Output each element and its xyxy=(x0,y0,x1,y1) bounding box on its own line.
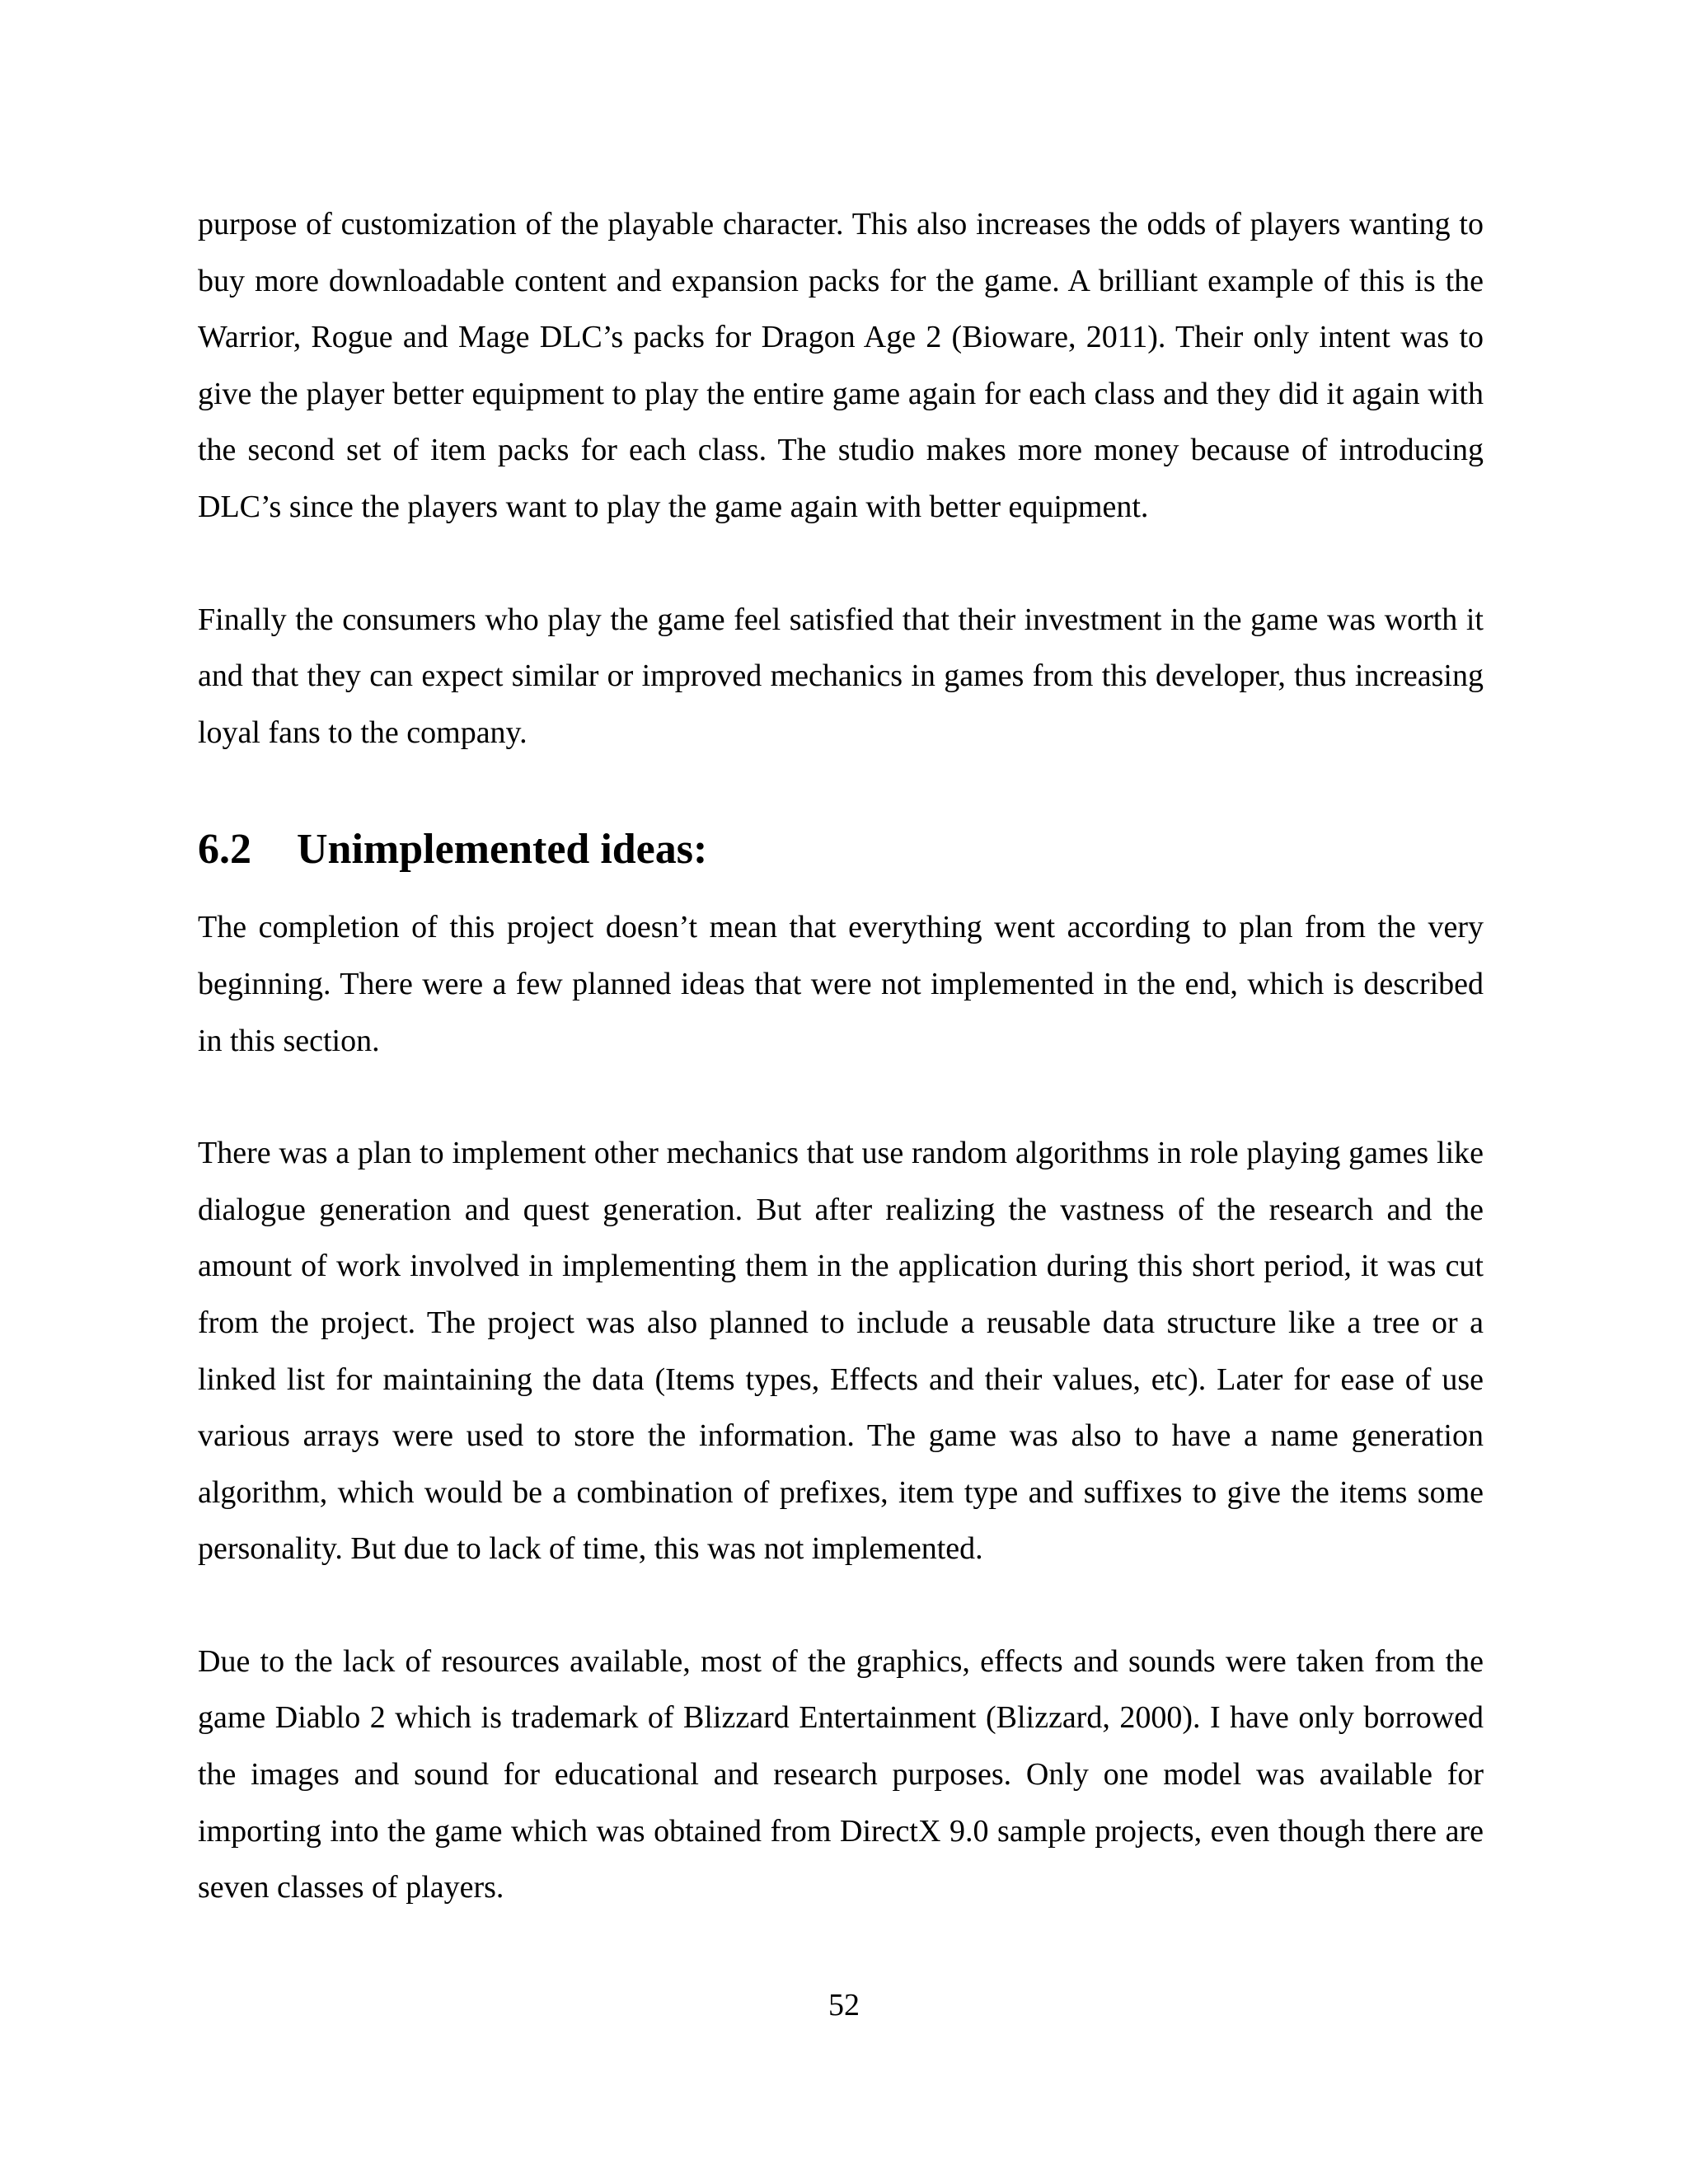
body-paragraph: Finally the consumers who play the game feel satisfied that their investment in the game was worth it and that they can expect similar or improved mechanics in games from this developer, thus increasing loyal fans to the company. xyxy=(198,602,1484,750)
body-paragraph: Due to the lack of resources available, most of the graphics, effects and sounds were taken from the game Diablo 2 which is trademark of Blizzard Entertainment (Blizzard, 2000). I have only borrowed the images and sound for educational and research purposes. Only one model was available for importing into the game which was obtained from DirectX 9.0 sample projects, even though there are seven classes of players. xyxy=(198,1643,1484,1905)
paragraph-spacer xyxy=(198,536,1484,592)
section-title: Unimplemented ideas: xyxy=(297,826,708,874)
page-number: 52 xyxy=(828,1988,860,2022)
section-spacer xyxy=(198,761,1484,825)
section-number: 6.2 xyxy=(198,826,251,874)
body-paragraph: The completion of this project doesn’t mean that everything went according to plan from the very beginning. There were a few planned ideas that were not implemented in the end, which is described in this section. xyxy=(198,910,1484,1058)
paragraph-spacer xyxy=(198,1069,1484,1125)
section-heading xyxy=(198,825,1484,874)
paragraph-spacer xyxy=(198,1577,1484,1633)
section-spacer xyxy=(198,874,1484,899)
body-paragraph: There was a plan to implement other mechanics that use random algorithms in role playing games like dialogue generation and quest generation. But after realizing the vastness of the research and the amount of work involved in implementing them in the application during this short period, it was cut from the project. The project was also planned to include a reusable data structure like a tree or a linked list for maintaining the data (Items types, Effects and their values, etc). Later for ease of use various arrays were used to store the information. The game was also to have a name generation algorithm, which would be a combination of prefixes, item type and suffixes to give the items some personality. But due to lack of time, this was not implemented. xyxy=(198,1136,1484,1567)
document-page xyxy=(198,196,1484,1916)
body-paragraph: purpose of customization of the playable character. This also increases the odds of players wanting to buy more downloadable content and expansion packs for the game. A brilliant example of this is the Warrior, Rogue and Mage DLC’s packs for Dragon Age 2 (Bioware, 2011). Their only intent was to give the player better equipment to play the entire game again for each class and they did it again with the second set of item packs for each class. The studio makes more money because of introducing DLC’s since the players want to play the game again with better equipment. xyxy=(198,207,1484,524)
